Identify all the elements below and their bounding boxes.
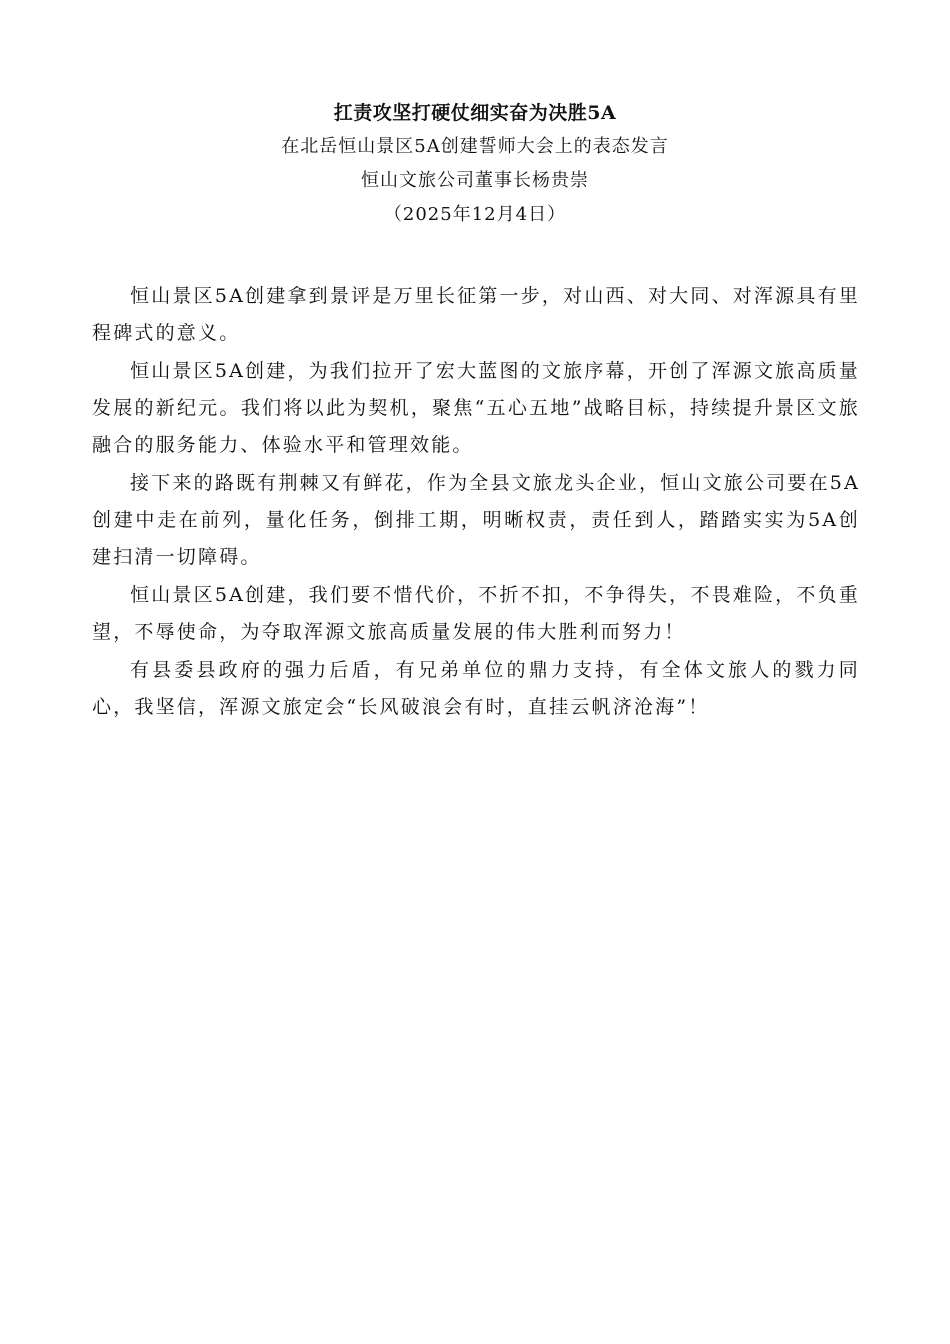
document-body xyxy=(92,278,860,727)
document-date: （2025年12月4日） xyxy=(383,204,567,225)
paragraph-1: 恒山景区5A创建拿到景评是万里长征第一步，对山西、对大同、对浑源具有里程碑式的意义。 xyxy=(92,285,860,344)
document-author: 恒山文旅公司董事长杨贵崇 xyxy=(361,170,589,191)
document-header xyxy=(0,96,950,232)
paragraph-2: 恒山景区5A创建，为我们拉开了宏大蓝图的文旅序幕，开创了浑源文旅高质量发展的新纪元。我们将以此为契机，聚焦“五心五地”战略目标，持续提升景区文旅融合的服务能力、体验水平和管理效能。 xyxy=(92,360,860,456)
document-subtitle: 在北岳恒山景区5A创建誓师大会上的表态发言 xyxy=(281,136,669,157)
paragraph-4: 恒山景区5A创建，我们要不惜代价，不折不扣，不争得失，不畏难险，不负重望，不辱使命，为夺取浑源文旅高质量发展的伟大胜利而努力！ xyxy=(92,584,860,643)
document-title: 扛责攻坚打硬仗细实奋为决胜5A xyxy=(333,102,617,124)
paragraph-5: 有县委县政府的强力后盾，有兄弟单位的鼎力支持，有全体文旅人的戮力同心，我坚信，浑源文旅定会“长风破浪会有时，直挂云帆济沧海”！ xyxy=(92,659,860,718)
paragraph-3: 接下来的路既有荆棘又有鲜花，作为全县文旅龙头企业，恒山文旅公司要在5A创建中走在前列，量化任务，倒排工期，明晰权责，责任到人，踏踏实实为5A创建扫清一切障碍。 xyxy=(92,472,860,568)
